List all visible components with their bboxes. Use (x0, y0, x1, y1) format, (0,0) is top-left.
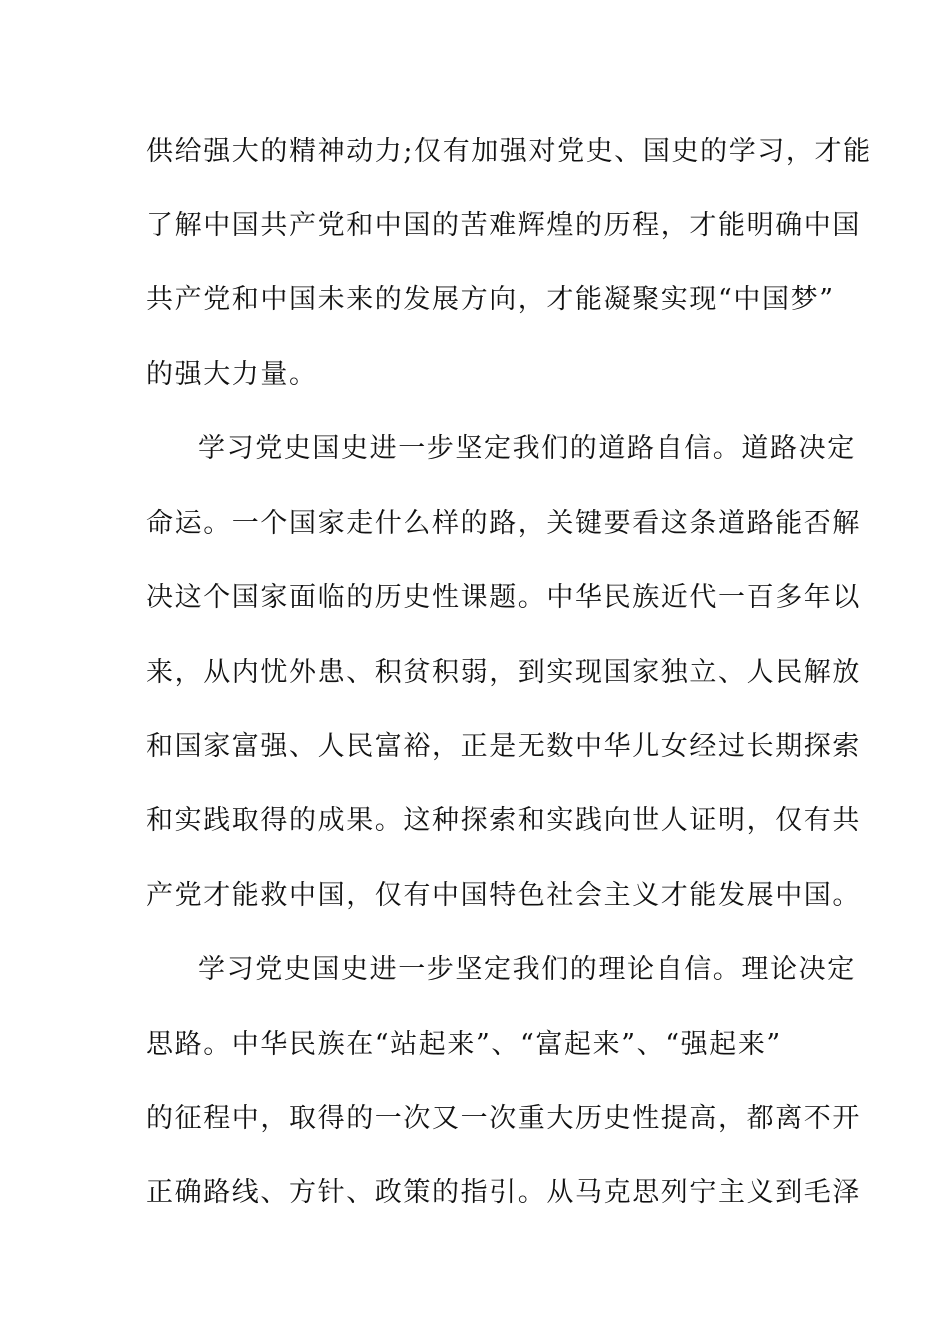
text-line: 产党才能救中国，仅有中国特色社会主义才能发展中国。 (146, 880, 861, 911)
text-line: 供给强大的精神动力;仅有加强对党史、国史的学习，才能 (146, 136, 872, 167)
text-line: 和实践取得的成果。这种探索和实践向世人证明，仅有共 (146, 805, 861, 836)
text-line: 来，从内忧外患、积贫积弱，到实现国家独立、人民解放 (146, 657, 861, 688)
text-line: 决这个国家面临的历史性课题。中华民族近代一百多年以 (146, 582, 861, 613)
text-line: 的征程中，取得的一次又一次重大历史性提高，都离不开 (146, 1103, 861, 1134)
text-line: 了解中国共产党和中国的苦难辉煌的历程，才能明确中国 (146, 210, 861, 241)
paragraph-first-line: 学习党史国史进一步坚定我们的道路自信。道路决定 (198, 433, 856, 464)
text-line: 正确路线、方针、政策的指引。从马克思列宁主义到毛泽 (146, 1177, 861, 1208)
text-line: 和国家富强、人民富裕，正是无数中华儿女经过长期探索 (146, 731, 861, 762)
text-line: 思路。中华民族在“站起来”、“富起来”、“强起来” (146, 1029, 782, 1060)
text-line: 的强大力量。 (146, 359, 318, 390)
text-line: 共产党和中国未来的发展方向，才能凝聚实现“中国梦” (146, 284, 835, 315)
text-line: 命运。一个国家走什么样的路，关键要看这条道路能否解 (146, 508, 861, 539)
paragraph-first-line: 学习党史国史进一步坚定我们的理论自信。理论决定 (198, 954, 856, 985)
